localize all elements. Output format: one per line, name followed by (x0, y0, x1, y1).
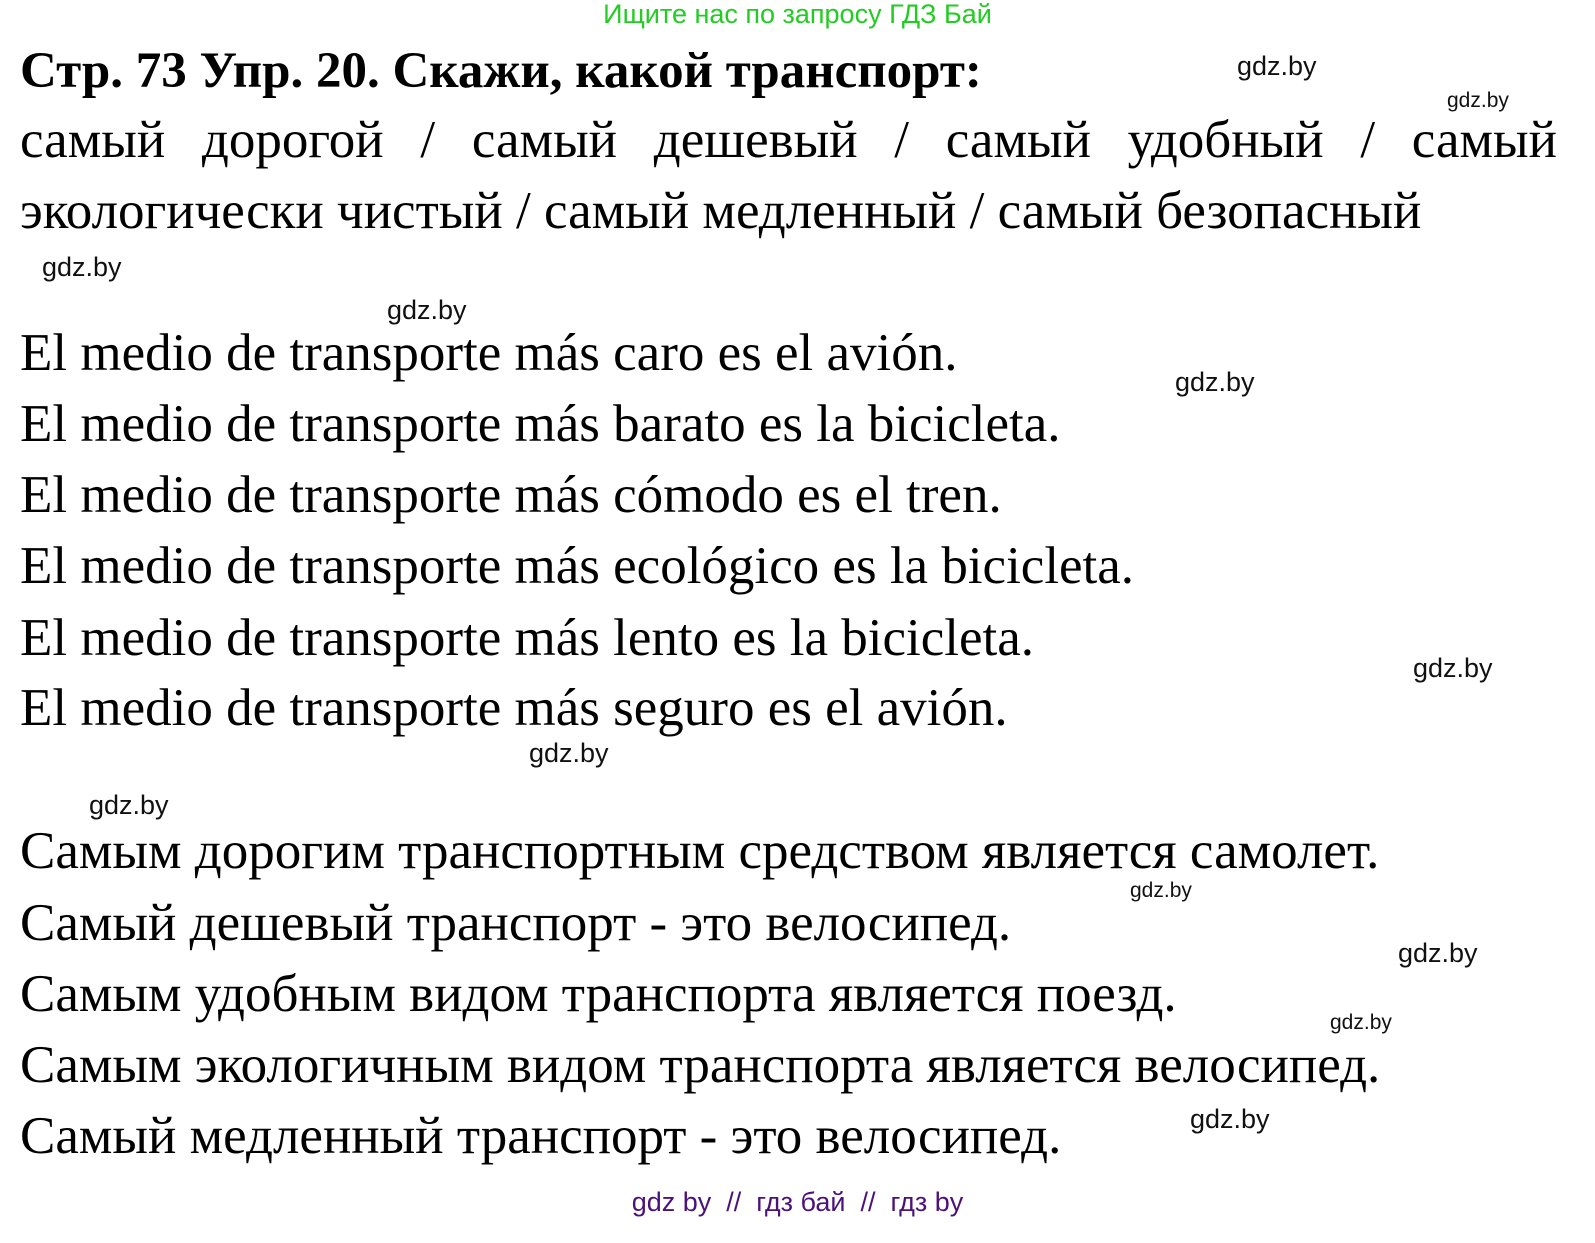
watermark: gdz.by (1447, 89, 1509, 112)
russian-answer: Самым дорогим транспортным средством является самолет. (20, 822, 1380, 880)
watermark: gdz.by (1330, 1011, 1392, 1034)
russian-answer: Самым экологичным видом транспорта является велосипед. (20, 1036, 1381, 1094)
watermark: gdz.by (42, 252, 122, 282)
task-line: экологически чистый / самый медленный / самый безопасный (20, 182, 1422, 240)
russian-answer: Самым удобным видом транспорта является поезд. (20, 965, 1177, 1023)
watermark: gdz.by (1190, 1104, 1270, 1134)
watermark: gdz.by (89, 790, 169, 820)
watermark: gdz.by (1237, 51, 1317, 81)
spanish-answer: El medio de transporte más barato es la bicicleta. (20, 395, 1061, 453)
spanish-answer: El medio de transporte más caro es el avión. (20, 324, 958, 382)
exercise-title: Стр. 73 Упр. 20. Скажи, какой транспорт: (20, 43, 982, 99)
spanish-answer: El medio de transporte más cómodo es el tren. (20, 466, 1002, 524)
task-line: самый дорогой / самый дешевый / самый удобный / самый (20, 111, 1557, 169)
russian-answer: Самый медленный транспорт - это велосипед. (20, 1107, 1062, 1165)
watermark: gdz.by (1175, 367, 1255, 397)
spanish-answer: El medio de transporte más ecológico es la bicicleta. (20, 537, 1135, 595)
watermark: gdz.by (1398, 938, 1478, 968)
russian-answer: Самый дешевый транспорт - это велосипед. (20, 894, 1012, 952)
spanish-answer: El medio de transporte más seguro es el avión. (20, 679, 1008, 737)
watermark: gdz.by (1130, 879, 1192, 902)
watermark: gdz.by (529, 738, 609, 768)
watermark: gdz.by (1413, 653, 1493, 683)
spanish-answer: El medio de transporte más lento es la bicicleta. (20, 609, 1035, 667)
footer-links: gdz by // гдз бай // гдз by (631, 1187, 964, 1217)
search-banner: Ищите нас по запросу ГДЗ Бай (603, 0, 992, 29)
watermark: gdz.by (387, 295, 467, 325)
